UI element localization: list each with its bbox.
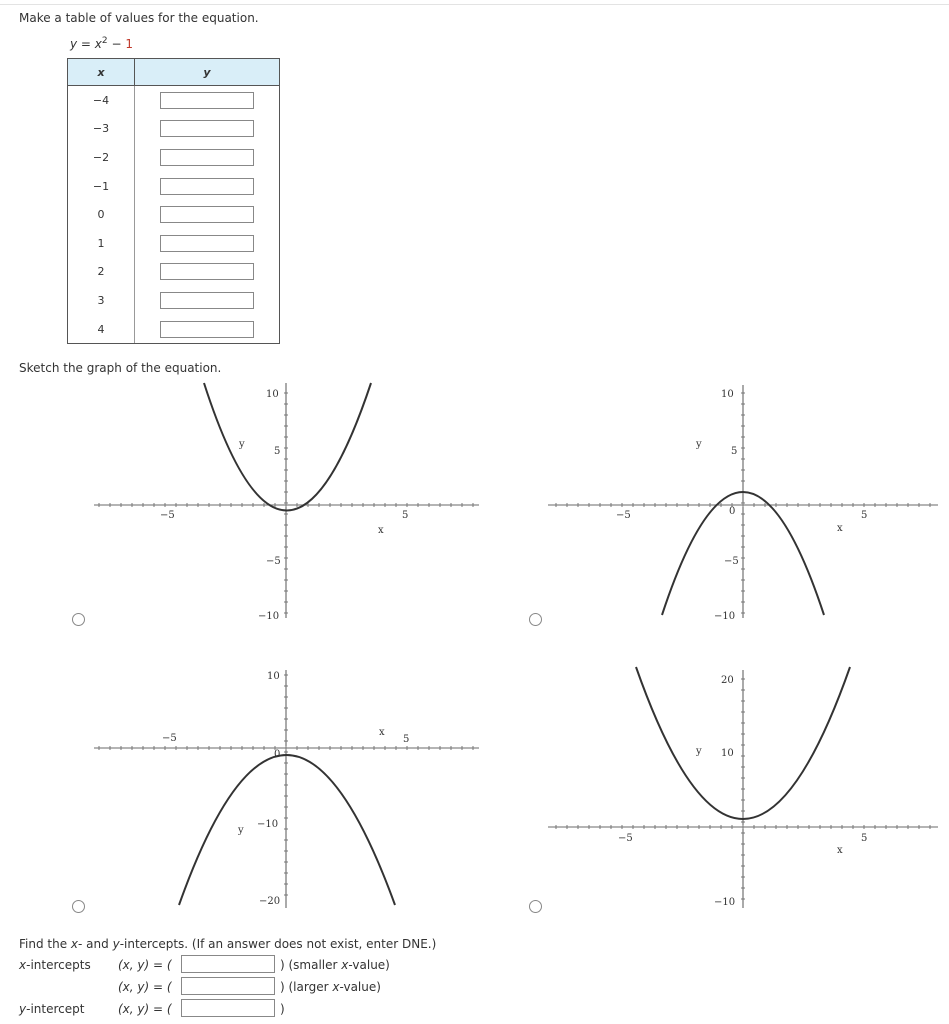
x-intercept-smaller-input[interactable] <box>181 955 275 973</box>
y-cell <box>135 86 280 115</box>
y-label: y <box>696 746 702 757</box>
table-row <box>68 143 280 172</box>
x-label: x <box>837 845 843 856</box>
x-value: −2 <box>68 143 135 172</box>
x-value: 3 <box>68 286 135 315</box>
tick-yneg: −5 <box>724 556 739 567</box>
x-value: 4 <box>68 315 135 344</box>
tick-ytop: 10 <box>721 389 734 400</box>
radio-graph-c[interactable] <box>72 900 85 913</box>
tick-yneg: −5 <box>266 556 281 567</box>
graph-d <box>548 665 938 910</box>
tick-ymid: 10 <box>721 748 734 759</box>
radio-graph-b[interactable] <box>529 613 542 626</box>
eq-base: x <box>94 37 102 51</box>
tick-xpos: 5 <box>403 734 410 745</box>
prompt-part: Find the <box>19 937 71 951</box>
tick-ymid: 5 <box>731 446 738 457</box>
y-cell <box>135 115 280 144</box>
tick-ybot: −10 <box>714 897 736 908</box>
curve <box>179 755 395 905</box>
y-cell <box>135 229 280 258</box>
tick-ytop: 10 <box>266 389 279 400</box>
y-cell <box>135 200 280 229</box>
table-row <box>68 229 280 258</box>
hint-larger <box>280 980 381 994</box>
graph-c <box>94 665 479 910</box>
tick-xneg: −5 <box>160 510 175 521</box>
eq-sign: = <box>77 37 95 51</box>
y-value-input[interactable] <box>160 321 254 338</box>
x-value: −3 <box>68 115 135 144</box>
eq-minus: − <box>107 37 126 51</box>
y-label: y <box>239 439 245 450</box>
tick-ytop: 20 <box>721 675 734 686</box>
tick-ybot: −20 <box>259 896 281 907</box>
table-row <box>68 315 280 344</box>
header-x: x <box>68 59 135 86</box>
hint-part: -value) <box>348 958 390 972</box>
intercepts-prompt <box>19 937 436 951</box>
radio-graph-a[interactable] <box>72 613 85 626</box>
tick-xpos: 5 <box>861 510 868 521</box>
hint-var: x <box>332 980 340 994</box>
y-cell <box>135 172 280 201</box>
tick-xneg: −5 <box>616 510 631 521</box>
y-value-input[interactable] <box>160 178 254 195</box>
sketch-prompt: Sketch the graph of the equation. <box>19 361 222 375</box>
table-row <box>68 200 280 229</box>
x-value: 0 <box>68 200 135 229</box>
hint-part: ) (larger <box>280 980 333 994</box>
x-label: x <box>837 523 843 534</box>
eq-lhs: y <box>70 37 78 51</box>
table-row <box>68 286 280 315</box>
prompt-part: - and <box>78 937 113 951</box>
x-intercepts-label <box>19 958 91 972</box>
pair-prefix-2: (x, y) = ( <box>118 980 172 994</box>
y-value-input[interactable] <box>160 149 254 166</box>
eq-const: 1 <box>125 37 133 51</box>
top-divider <box>0 4 949 5</box>
x-value: −4 <box>68 86 135 115</box>
x-value: 1 <box>68 229 135 258</box>
tick-xneg: −5 <box>162 733 177 744</box>
y-value-input[interactable] <box>160 292 254 309</box>
y-value-input[interactable] <box>160 92 254 109</box>
y-value-input[interactable] <box>160 206 254 223</box>
label-var: y <box>19 1002 27 1016</box>
tick-xneg: −5 <box>618 833 633 844</box>
y-label: y <box>696 439 702 450</box>
label-var: x <box>19 958 27 972</box>
curve <box>204 383 371 511</box>
prompt-var-x: x <box>70 937 79 951</box>
values-table <box>67 58 280 344</box>
table-row <box>68 115 280 144</box>
table-row <box>68 258 280 287</box>
eq-exp: 2 <box>101 36 108 46</box>
table-prompt: Make a table of values for the equation. <box>19 11 259 25</box>
table-row <box>68 86 280 115</box>
prompt-var-y: y <box>112 937 120 951</box>
y-cell <box>135 315 280 344</box>
tick-ybot: −10 <box>714 611 736 622</box>
tick-xpos: 5 <box>402 510 409 521</box>
tick-ybot: −10 <box>258 611 280 622</box>
tick-yzero: 0 <box>729 506 736 517</box>
y-intercept-label <box>19 1002 84 1016</box>
y-cell <box>135 258 280 287</box>
tick-ymid: 5 <box>274 446 281 457</box>
y-cell <box>135 143 280 172</box>
tick-xpos: 5 <box>861 833 868 844</box>
radio-graph-d[interactable] <box>529 900 542 913</box>
y-intercept-input[interactable] <box>181 999 275 1017</box>
graph-a <box>94 380 479 620</box>
hint-var: x <box>341 958 349 972</box>
y-cell <box>135 286 280 315</box>
table-row <box>68 172 280 201</box>
x-label: x <box>378 525 384 536</box>
x-value: −1 <box>68 172 135 201</box>
prompt-part: -intercepts. (If an answer does not exist, enter DNE.) <box>119 937 437 951</box>
header-y: y <box>135 59 280 86</box>
hint-part: -value) <box>339 980 381 994</box>
y-label: y <box>238 825 244 836</box>
pair-prefix-1: (x, y) = ( <box>118 958 172 972</box>
equation <box>70 36 133 51</box>
close-paren: ) <box>280 1002 285 1016</box>
x-intercept-larger-input[interactable] <box>181 977 275 995</box>
tick-ytop: 10 <box>267 671 280 682</box>
x-label: x <box>379 727 385 738</box>
x-value: 2 <box>68 258 135 287</box>
y-value-input[interactable] <box>160 235 254 252</box>
tick-ymid: −10 <box>257 819 279 830</box>
hint-part: ) (smaller <box>280 958 342 972</box>
graph-b <box>548 380 938 620</box>
y-value-input[interactable] <box>160 263 254 280</box>
hint-smaller <box>280 958 390 972</box>
y-value-input[interactable] <box>160 120 254 137</box>
pair-prefix-3: (x, y) = ( <box>118 1002 172 1016</box>
label-rest: -intercept <box>26 1002 85 1016</box>
tick-yzero: 0 <box>274 749 281 760</box>
label-rest: -intercepts <box>26 958 91 972</box>
